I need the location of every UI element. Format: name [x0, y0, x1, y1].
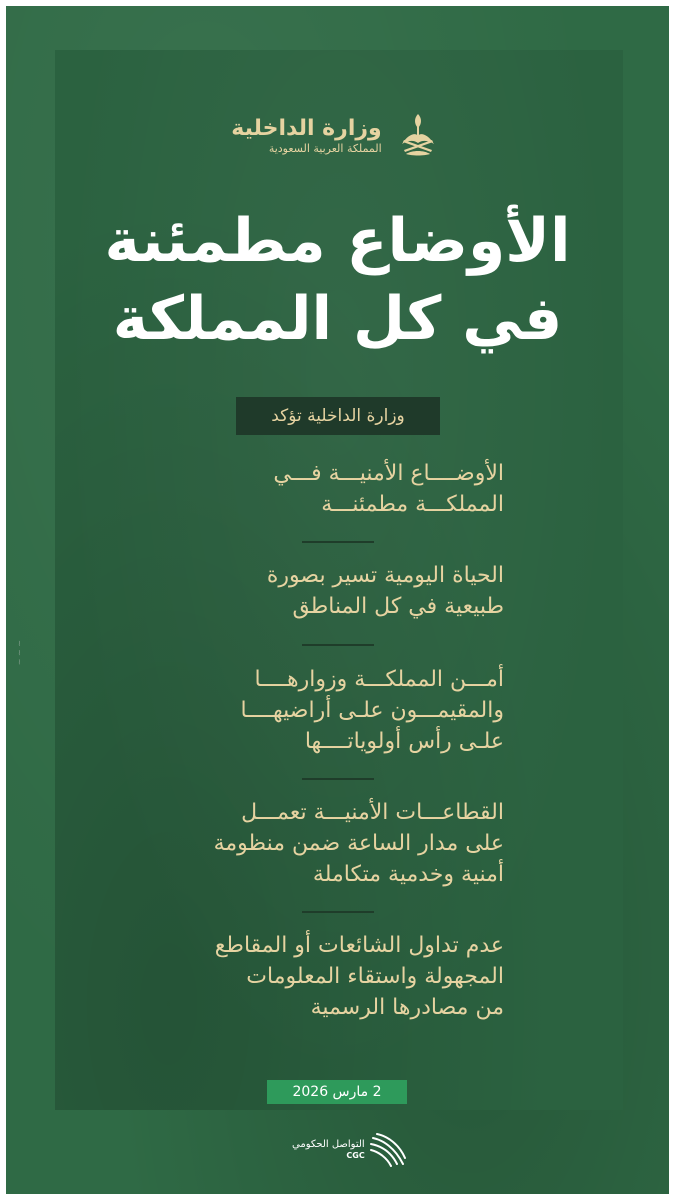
ministry-logo-text: [231, 116, 381, 156]
point-1-line-1: الأوضــــاع الأمنيـــة فـــي: [273, 461, 504, 486]
headline: [0, 202, 675, 358]
point-2: [168, 560, 504, 622]
point-5-line-3: من مصادرها الرسمية: [310, 995, 504, 1020]
point-2-line-1: الحياة اليومية تسير بصورة: [266, 563, 504, 588]
cgc-arabic: التواصل الحكومي: [292, 1139, 365, 1150]
point-3-line-2: والمقيمـــون علـى أراضيهــــا: [240, 698, 504, 723]
divider-4: [302, 911, 374, 913]
point-3-line-3: علـى رأس أولوياتــــها: [304, 729, 504, 754]
point-1: [168, 458, 504, 520]
ministry-country: المملكة العربية السعودية: [268, 142, 382, 155]
handwritten-signature: ~ ~ ~: [15, 640, 24, 666]
point-4: [168, 797, 504, 890]
divider-3: [302, 778, 374, 780]
point-3-line-1: أمـــن المملكـــة وزوارهــــا: [254, 667, 504, 692]
cgc-logo: [292, 1130, 409, 1170]
headline-line-1: الأوضاع مطمئنة: [104, 206, 571, 276]
point-2-line-2: طبيعية في كل المناطق: [292, 594, 504, 619]
divider-2: [302, 644, 374, 646]
point-4-line-1: القطاعـــات الأمنيـــة تعمـــل: [241, 800, 504, 825]
point-5: [168, 930, 504, 1023]
divider-1: [302, 541, 374, 543]
point-5-line-1: عدم تداول الشائعات أو المقاطع: [214, 933, 504, 958]
point-1-line-2: المملكـــة مطمئنـــة: [321, 492, 504, 517]
cgc-logo-icon: [369, 1130, 409, 1170]
point-3: [168, 664, 504, 757]
point-4-line-2: على مدار الساعة ضمن منظومة: [213, 831, 504, 856]
point-5-line-2: المجهولة واستقاء المعلومات: [246, 964, 504, 989]
ministry-logo: [0, 110, 675, 162]
headline-line-2: في كل المملكة: [112, 284, 563, 354]
point-4-line-3: أمنية وخدمية متكاملة: [312, 862, 504, 887]
date-badge: 2 مارس 2026: [267, 1080, 407, 1104]
cgc-english: CGC: [346, 1151, 365, 1160]
confirm-badge: وزارة الداخلية تؤكد: [236, 397, 440, 435]
ministry-name: وزارة الداخلية: [231, 116, 382, 141]
saudi-emblem-icon: [392, 110, 444, 162]
cgc-text: [292, 1139, 365, 1161]
